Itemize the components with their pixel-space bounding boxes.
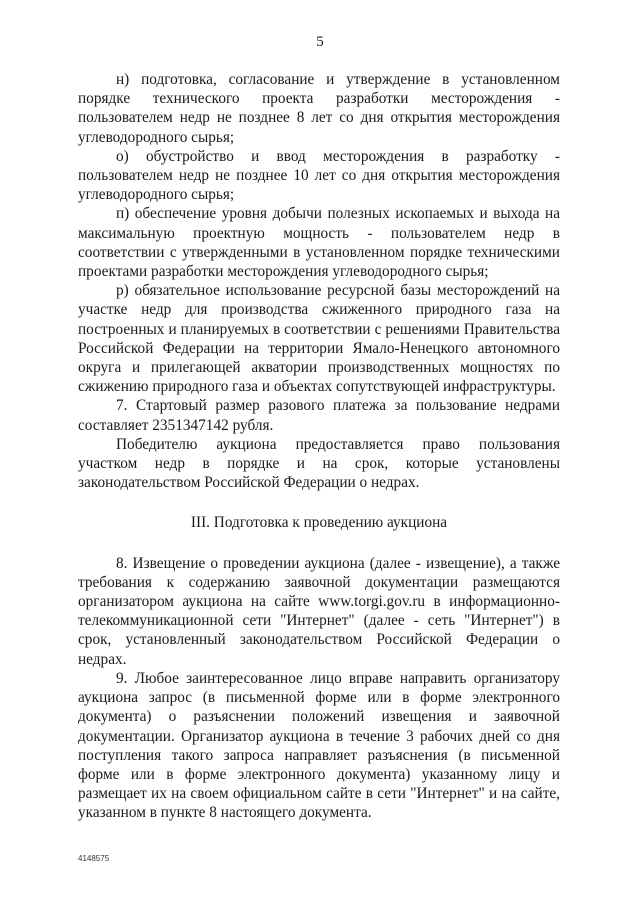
paragraph-clause-7: 7. Стартовый размер разового платежа за пользование недрами составляет 2351347142 рубля. (78, 397, 560, 434)
page-number: 5 (316, 34, 324, 50)
document-code: 4148575 (78, 854, 110, 863)
paragraph-clause-8: 8. Извещение о проведении аукциона (далее - извещение), а также требования к содержанию заявочной документации размещаются организатором аукциона на сайте www.torgi.gov.ru в информационно-телекоммуникационной сети "Интернет" (далее - сеть "Интернет") в срок, установленный законодательством Российской Федерации о недрах. (78, 554, 560, 668)
paragraph-item-p: п) обеспечение уровня добычи полезных ископаемых и выхода на максимальную проектную мощность - пользователем недр в соответствии с утвержденными в установленном порядке техническими проектами разработки месторождения углеводородного сырья; (78, 205, 560, 281)
section-heading: III. Подготовка к проведению аукциона (190, 514, 448, 532)
paragraph-item-n: н) подготовка, согласование и утверждение в установленном порядке технического проекта разработки месторождения - пользователем недр не позднее 8 лет со дня открытия месторождения углеводородного сырья; (78, 71, 560, 146)
paragraph-winner-rights: Победителю аукциона предоставляется право пользования участком недр в порядке и на срок, которые установлены законодательством Российской Федерации о недрах. (78, 435, 560, 492)
paragraph-item-o: о) обустройство и ввод месторождения в разработку - пользователем недр не позднее 10 лет со дня открытия месторождения углеводородного сырья; (78, 147, 560, 204)
document-body (78, 70, 560, 823)
paragraph-clause-9: 9. Любое заинтересованное лицо вправе направить организатору аукциона запрос (в письменной форме или в форме электронного документа) о разъяснении положений извещения и заявочной документации. Организатор аукциона в течение 3 рабочих дней со дня поступления такого запроса направляет разъяснения (в письменной форме или в форме электронного документа) указанному лицу и размещает их на своем официальном сайте в сети "Интернет" и на сайте, указанном в пункте 8 настоящего документа. (78, 669, 560, 822)
paragraph-item-r: р) обязательное использование ресурсной базы месторождений на участке недр для производства сжиженного природного газа на построенных и планируемых в соответствии с решениями Правительства Российской Федерации на территории Ямало-Ненецкого автономного округа и прилегающей акватории производственных мощностях по сжижению природного газа и объектах сопутствующей инфраструктуры. (78, 282, 560, 396)
